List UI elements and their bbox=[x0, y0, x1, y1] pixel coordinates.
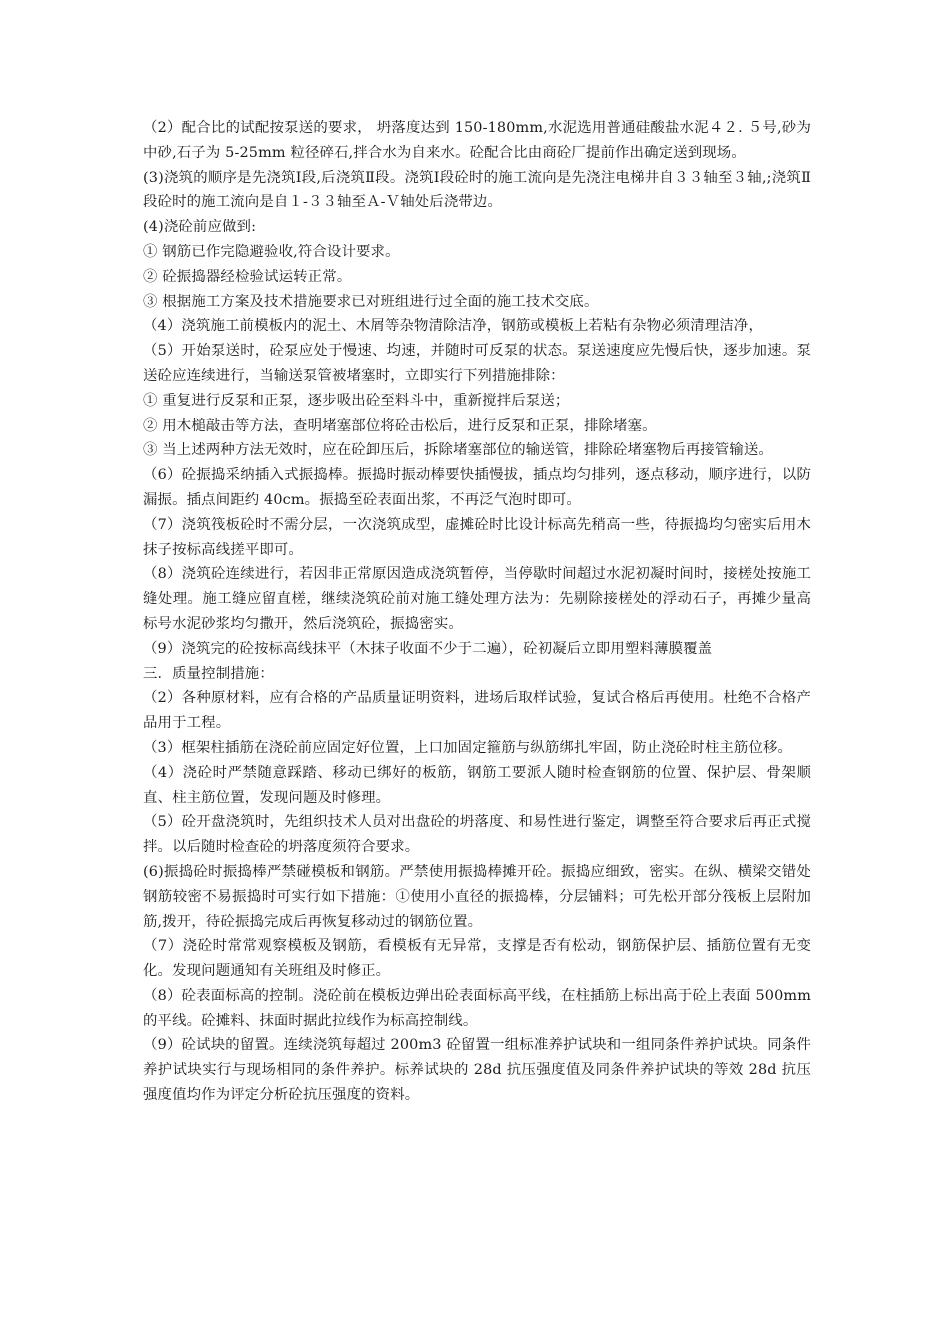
paragraph-pumping-measure-1: ① 重复进行反泵和正泵，逐步吸出砼至料斗中，重新搅拌后泵送； bbox=[143, 392, 570, 409]
paragraph-raft-pour: （7）浇筑筏板砼时不需分层，一次浇筑成型，虚摊砼时比设计标高先稍高一些，待振捣均匀密实后用木抹子按标高线搓平即可。 bbox=[143, 516, 811, 558]
paragraph-test-blocks: （9）砼试块的留置。连续浇筑每超过 200m3 砼留置一组标准养护试块和一组同条件养护试块。同条件养护试块实行与现场相同的条件养护。标养试块的 28d 抗压强度值及同条件养护试块的等效 28d 抗压强度值均作为评定分析砼抗压强度的资料。 bbox=[143, 1037, 811, 1104]
paragraph-prerequisites-heading: (4)浇砼前应做到: bbox=[143, 219, 257, 236]
paragraph-finishing: （9）浇筑完的砼按标高线抹平（木抹子收面不少于二遍），砼初凝后立即用塑料薄膜覆盖 bbox=[143, 640, 713, 657]
paragraph-pour-sequence: (3)浇筑的顺序是先浇筑Ⅰ段,后浇筑Ⅱ段。浇筑Ⅰ段砼时的施工流向是先浇注电梯井自３３轴至３轴,;浇筑Ⅱ段砼时的施工流向是自１-３３轴至Ａ-Ｖ轴处后浇带边。 bbox=[143, 169, 811, 211]
paragraph-column-bars: （3）框架柱插筋在浇砼前应固定好位置，上口加固定箍筋与纵筋绑扎牢固，防止浇砼时柱主筋位移。 bbox=[143, 739, 793, 756]
paragraph-pumping-measure-3: ③ 当上述两种方法无效时，应在砼卸压后，拆除堵塞部位的输送管，排除砼堵塞物后再接管输送。 bbox=[143, 442, 773, 459]
paragraph-formwork-cleaning: （4）浇筑施工前模板内的泥土、木屑等杂物清除洁净，钢筋或模板上若粘有杂物必须清理洁净， bbox=[143, 318, 764, 335]
paragraph-slump-check: （5）砼开盘浇筑时，先组织技术人员对出盘砼的坍落度、和易性进行鉴定，调整至符合要求后再正式搅拌。以后随时检查砼的坍落度须符合要求。 bbox=[143, 814, 811, 856]
paragraph-prerequisite-1: ① 钢筋已作完隐避验收,符合设计要求。 bbox=[143, 243, 400, 260]
section-heading-quality-control: 三．质量控制措施： bbox=[143, 665, 274, 682]
paragraph-prerequisite-2: ② 砼振捣器经检验试运转正常。 bbox=[143, 268, 352, 285]
paragraph-prerequisite-3: ③ 根据施工方案及技术措施要求已对班组进行过全面的施工技术交底。 bbox=[143, 293, 599, 310]
paragraph-vibration: （6）砼振捣采纳插入式振捣棒。振捣时振动棒要快插慢拔，插点均匀排列，逐点移动，顺序进行，以防漏振。插点间距约 40cm。振捣至砼表面出浆，不再泛气泡时即可。 bbox=[143, 467, 811, 508]
paragraph-rebar-protection: （4）浇砼时严禁随意踩踏、移动已绑好的板筋，钢筋工要派人随时检查钢筋的位置、保护层、骨架顺直、柱主筋位置，发现问题及时修理。 bbox=[143, 764, 811, 806]
paragraph-pumping-measure-2: ② 用木槌敲击等方法，查明堵塞部位将砼击松后，进行反泵和正泵，排除堵塞。 bbox=[143, 417, 657, 434]
document-body bbox=[143, 116, 811, 1108]
paragraph-elevation-control: （8）砼表面标高的控制。浇砼前在模板边弹出砼表面标高平线，在柱插筋上标出高于砼上表面 500mm 的平线。砼摊料、抹面时据此拉线作为标高控制线。 bbox=[143, 987, 811, 1029]
paragraph-materials: （2）各种原材料，应有合格的产品质量证明资料，进场后取样试验，复试合格后再使用。杜绝不合格产品用于工程。 bbox=[143, 690, 811, 732]
paragraph-pumping: （5）开始泵送时，砼泵应处于慢速、均速，并随时可反泵的状态。泵送速度应先慢后快，逐步加速。泵送砼应连续进行，当输送泵管被堵塞时，立即实行下列措施排除： bbox=[143, 343, 811, 384]
paragraph-construction-joint: （8）浇筑砼连续进行，若因非正常原因造成浇筑暂停，当停歇时间超过水泥初凝时间时，接槎处按施工缝处理。施工缝应留直槎，继续浇筑砼前对施工缝处理方法为：先剔除接槎处的浮动石子，再摊少量高标号水泥砂浆均匀撒开，然后浇筑砼，振捣密实。 bbox=[143, 566, 811, 632]
paragraph-inspection: （7）浇砼时常常观察模板及钢筋，看模板有无异常，支撑是否有松动，钢筋保护层、插筋位置有无变化。发现问题通知有关班组及时修正。 bbox=[143, 938, 811, 980]
paragraph-vibrator-care: (6)振捣砼时振捣棒严禁碰模板和钢筋。严禁使用振捣棒摊开砼。振捣应细致，密实。在纵、横梁交错处钢筋较密不易振捣时可实行如下措施：①使用小直径的振捣棒，分层铺料；可先松开部分筏板上层附加筋,拨开，待砼振捣完成后再恢复移动过的钢筋位置。 bbox=[143, 863, 811, 930]
paragraph-mix-ratio: （2）配合比的试配按泵送的要求， 坍落度达到 150-180mm,水泥选用普通硅酸盐水泥４２. ５号,砂为中砂,石子为 5-25mm 粒径碎石,拌合水为自来水。砼配合比由商砼厂提前作出确定送到现场。 bbox=[143, 120, 811, 161]
